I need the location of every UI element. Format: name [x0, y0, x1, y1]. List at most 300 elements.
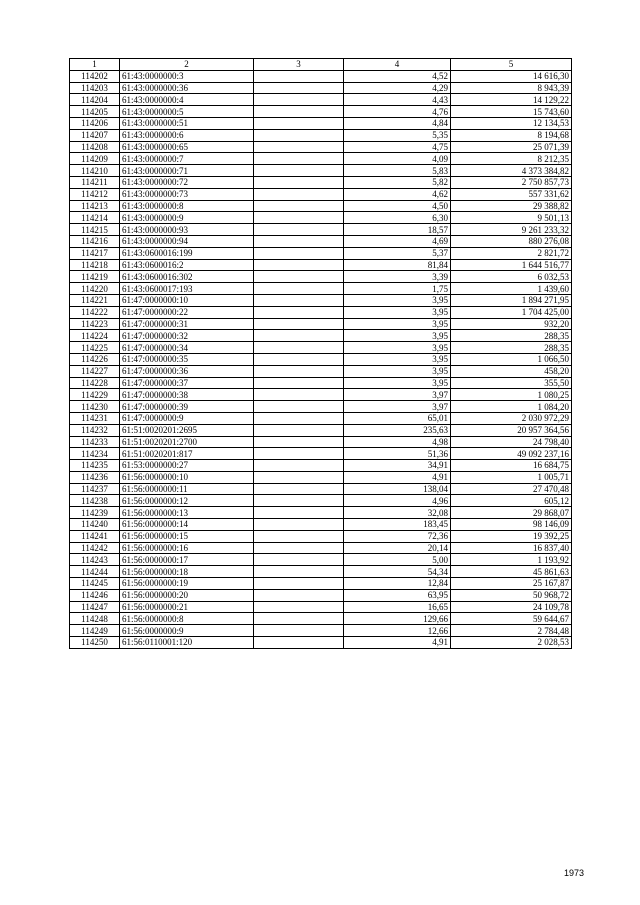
column-3-cell	[254, 460, 344, 472]
cadastral-number-cell: 61:43:0000000:71	[120, 165, 254, 177]
table-row	[70, 448, 572, 460]
column-4-cell: 4,76	[344, 106, 451, 118]
cadastral-number-cell: 61:51:0020201:2700	[120, 436, 254, 448]
column-3-cell	[254, 578, 344, 590]
column-5-cell: 4 373 384,82	[451, 165, 572, 177]
cadastral-number-cell: 61:43:0000000:7	[120, 153, 254, 165]
column-4-cell: 3,39	[344, 271, 451, 283]
cadastral-number-cell: 61:47:0000000:37	[120, 377, 254, 389]
column-5-cell: 1 894 271,95	[451, 294, 572, 306]
column-5-cell: 29 388,82	[451, 200, 572, 212]
column-5-cell: 1 066,50	[451, 353, 572, 365]
table-row	[70, 283, 572, 295]
column-4-cell: 3,95	[344, 294, 451, 306]
column-4-cell: 18,57	[344, 224, 451, 236]
column-3-cell	[254, 94, 344, 106]
column-5-cell: 458,20	[451, 365, 572, 377]
column-5-cell: 25 167,87	[451, 578, 572, 590]
table-row	[70, 176, 572, 188]
column-3-cell	[254, 224, 344, 236]
table-row	[70, 589, 572, 601]
column-3-cell	[254, 212, 344, 224]
column-5-cell: 59 644,67	[451, 613, 572, 625]
column-3-cell	[254, 353, 344, 365]
column-5-cell: 20 957 364,56	[451, 424, 572, 436]
column-3-cell	[254, 530, 344, 542]
column-5-cell: 8 943,39	[451, 82, 572, 94]
column-3-cell	[254, 106, 344, 118]
table-row	[70, 129, 572, 141]
cadastral-number-cell: 61:56:0000000:12	[120, 495, 254, 507]
column-3-cell	[254, 471, 344, 483]
cadastral-number-cell: 61:56:0000000:9	[120, 625, 254, 637]
table-row	[70, 259, 572, 271]
row-number-cell: 114227	[70, 365, 120, 377]
column-4-cell: 235,63	[344, 424, 451, 436]
row-number-cell: 114226	[70, 353, 120, 365]
cadastral-number-cell: 61:56:0000000:10	[120, 471, 254, 483]
column-5-cell: 288,35	[451, 342, 572, 354]
column-3-cell	[254, 165, 344, 177]
column-3-cell	[254, 247, 344, 259]
row-number-cell: 114243	[70, 554, 120, 566]
column-3-cell	[254, 495, 344, 507]
cadastral-number-cell: 61:43:0000000:65	[120, 141, 254, 153]
table-row	[70, 235, 572, 247]
column-3-cell	[254, 342, 344, 354]
column-3-cell	[254, 601, 344, 613]
column-4-cell: 183,45	[344, 519, 451, 531]
column-3-cell	[254, 365, 344, 377]
row-number-cell: 114231	[70, 412, 120, 424]
column-3-cell	[254, 318, 344, 330]
table-row	[70, 542, 572, 554]
table-row	[70, 495, 572, 507]
column-3-cell	[254, 589, 344, 601]
cadastral-number-cell: 61:43:0000000:9	[120, 212, 254, 224]
table-row	[70, 613, 572, 625]
cadastral-number-cell: 61:43:0000000:93	[120, 224, 254, 236]
column-3-cell	[254, 412, 344, 424]
column-header-3: 3	[254, 59, 344, 71]
column-4-cell: 5,35	[344, 129, 451, 141]
row-number-cell: 114236	[70, 471, 120, 483]
column-4-cell: 6,30	[344, 212, 451, 224]
table-row	[70, 188, 572, 200]
column-5-cell: 16 684,75	[451, 460, 572, 472]
table-row	[70, 507, 572, 519]
cadastral-number-cell: 61:43:0000000:73	[120, 188, 254, 200]
column-5-cell: 1 084,20	[451, 401, 572, 413]
table-row	[70, 519, 572, 531]
row-number-cell: 114206	[70, 117, 120, 129]
column-5-cell: 1 080,25	[451, 389, 572, 401]
column-5-cell: 355,50	[451, 377, 572, 389]
column-4-cell: 5,82	[344, 176, 451, 188]
cadastral-number-cell: 61:43:0000000:4	[120, 94, 254, 106]
column-5-cell: 49 092 237,16	[451, 448, 572, 460]
column-5-cell: 98 146,09	[451, 519, 572, 531]
column-3-cell	[254, 117, 344, 129]
table-row	[70, 165, 572, 177]
column-5-cell: 15 743,60	[451, 106, 572, 118]
row-number-cell: 114210	[70, 165, 120, 177]
column-3-cell	[254, 613, 344, 625]
cadastral-number-cell: 61:47:0000000:31	[120, 318, 254, 330]
page-number: 1973	[563, 868, 584, 878]
cadastral-number-cell: 61:43:0000000:5	[120, 106, 254, 118]
cadastral-number-cell: 61:56:0110001:120	[120, 637, 254, 649]
column-3-cell	[254, 507, 344, 519]
column-3-cell	[254, 436, 344, 448]
column-5-cell: 288,35	[451, 330, 572, 342]
cadastral-number-cell: 61:43:0000000:6	[120, 129, 254, 141]
cadastral-number-cell: 61:56:0000000:11	[120, 483, 254, 495]
column-4-cell: 5,37	[344, 247, 451, 259]
column-4-cell: 34,91	[344, 460, 451, 472]
row-number-cell: 114244	[70, 566, 120, 578]
row-number-cell: 114233	[70, 436, 120, 448]
row-number-cell: 114211	[70, 176, 120, 188]
column-4-cell: 54,34	[344, 566, 451, 578]
row-number-cell: 114237	[70, 483, 120, 495]
column-3-cell	[254, 188, 344, 200]
row-number-cell: 114213	[70, 200, 120, 212]
table-row	[70, 342, 572, 354]
row-number-cell: 114229	[70, 389, 120, 401]
table-row	[70, 460, 572, 472]
row-number-cell: 114246	[70, 589, 120, 601]
column-5-cell: 45 861,63	[451, 566, 572, 578]
row-number-cell: 114249	[70, 625, 120, 637]
table-row	[70, 389, 572, 401]
table-row	[70, 578, 572, 590]
row-number-cell: 114225	[70, 342, 120, 354]
column-3-cell	[254, 306, 344, 318]
column-4-cell: 3,95	[344, 306, 451, 318]
row-number-cell: 114232	[70, 424, 120, 436]
column-4-cell: 4,98	[344, 436, 451, 448]
column-5-cell: 2 028,53	[451, 637, 572, 649]
cadastral-number-cell: 61:56:0000000:16	[120, 542, 254, 554]
column-5-cell: 8 212,35	[451, 153, 572, 165]
row-number-cell: 114250	[70, 637, 120, 649]
row-number-cell: 114202	[70, 70, 120, 82]
cadastral-number-cell: 61:43:0000000:51	[120, 117, 254, 129]
table-row	[70, 412, 572, 424]
column-4-cell: 4,52	[344, 70, 451, 82]
cadastral-number-cell: 61:43:0000000:94	[120, 235, 254, 247]
row-number-cell: 114242	[70, 542, 120, 554]
column-header-5: 5	[451, 59, 572, 71]
row-number-cell: 114208	[70, 141, 120, 153]
header-row	[70, 59, 572, 71]
table-row	[70, 294, 572, 306]
table-row	[70, 82, 572, 94]
column-4-cell: 129,66	[344, 613, 451, 625]
row-number-cell: 114219	[70, 271, 120, 283]
row-number-cell: 114209	[70, 153, 120, 165]
column-3-cell	[254, 389, 344, 401]
table-row	[70, 330, 572, 342]
table-row	[70, 530, 572, 542]
cadastral-number-cell: 61:56:0000000:18	[120, 566, 254, 578]
cadastral-number-cell: 61:47:0000000:9	[120, 412, 254, 424]
cadastral-number-cell: 61:43:0600016:199	[120, 247, 254, 259]
row-number-cell: 114218	[70, 259, 120, 271]
column-4-cell: 51,36	[344, 448, 451, 460]
column-3-cell	[254, 294, 344, 306]
cadastral-number-cell: 61:56:0000000:14	[120, 519, 254, 531]
table-row	[70, 106, 572, 118]
cadastral-number-cell: 61:47:0000000:39	[120, 401, 254, 413]
column-3-cell	[254, 554, 344, 566]
data-table	[69, 58, 572, 649]
cadastral-number-cell: 61:47:0000000:35	[120, 353, 254, 365]
row-number-cell: 114207	[70, 129, 120, 141]
cadastral-number-cell: 61:51:0020201:2695	[120, 424, 254, 436]
cadastral-number-cell: 61:53:0000000:27	[120, 460, 254, 472]
column-3-cell	[254, 82, 344, 94]
row-number-cell: 114221	[70, 294, 120, 306]
table-row	[70, 365, 572, 377]
row-number-cell: 114220	[70, 283, 120, 295]
cadastral-number-cell: 61:43:0000000:8	[120, 200, 254, 212]
column-5-cell: 880 276,08	[451, 235, 572, 247]
column-5-cell: 14 616,30	[451, 70, 572, 82]
cadastral-number-cell: 61:56:0000000:21	[120, 601, 254, 613]
table-row	[70, 306, 572, 318]
column-5-cell: 1 644 516,77	[451, 259, 572, 271]
table-row	[70, 377, 572, 389]
column-3-cell	[254, 424, 344, 436]
column-header-1: 1	[70, 59, 120, 71]
table-row	[70, 566, 572, 578]
column-5-cell: 12 134,53	[451, 117, 572, 129]
row-number-cell: 114239	[70, 507, 120, 519]
row-number-cell: 114203	[70, 82, 120, 94]
row-number-cell: 114245	[70, 578, 120, 590]
row-number-cell: 114240	[70, 519, 120, 531]
column-5-cell: 1 439,60	[451, 283, 572, 295]
table-row	[70, 247, 572, 259]
cadastral-number-cell: 61:51:0020201:817	[120, 448, 254, 460]
row-number-cell: 114224	[70, 330, 120, 342]
column-5-cell: 9 501,13	[451, 212, 572, 224]
row-number-cell: 114215	[70, 224, 120, 236]
column-4-cell: 12,84	[344, 578, 451, 590]
column-4-cell: 63,95	[344, 589, 451, 601]
column-3-cell	[254, 200, 344, 212]
column-3-cell	[254, 625, 344, 637]
cadastral-number-cell: 61:43:0600017:193	[120, 283, 254, 295]
table-row	[70, 483, 572, 495]
column-4-cell: 12,66	[344, 625, 451, 637]
column-5-cell: 932,20	[451, 318, 572, 330]
column-4-cell: 4,75	[344, 141, 451, 153]
table-row	[70, 554, 572, 566]
column-3-cell	[254, 566, 344, 578]
column-4-cell: 5,00	[344, 554, 451, 566]
cadastral-number-cell: 61:47:0000000:32	[120, 330, 254, 342]
column-5-cell: 25 071,39	[451, 141, 572, 153]
row-number-cell: 114247	[70, 601, 120, 613]
column-3-cell	[254, 141, 344, 153]
row-number-cell: 114235	[70, 460, 120, 472]
table-row	[70, 153, 572, 165]
column-5-cell: 24 798,40	[451, 436, 572, 448]
column-5-cell: 50 968,72	[451, 589, 572, 601]
column-3-cell	[254, 259, 344, 271]
column-3-cell	[254, 70, 344, 82]
cadastral-number-cell: 61:43:0600016:2	[120, 259, 254, 271]
table-row	[70, 353, 572, 365]
table-row	[70, 141, 572, 153]
row-number-cell: 114223	[70, 318, 120, 330]
column-4-cell: 3,95	[344, 342, 451, 354]
column-5-cell: 2 030 972,29	[451, 412, 572, 424]
cadastral-number-cell: 61:43:0000000:36	[120, 82, 254, 94]
column-5-cell: 2 784,48	[451, 625, 572, 637]
table-row	[70, 200, 572, 212]
column-3-cell	[254, 637, 344, 649]
column-5-cell: 2 821,72	[451, 247, 572, 259]
column-3-cell	[254, 519, 344, 531]
column-3-cell	[254, 542, 344, 554]
row-number-cell: 114230	[70, 401, 120, 413]
column-3-cell	[254, 235, 344, 247]
column-4-cell: 72,36	[344, 530, 451, 542]
column-4-cell: 4,69	[344, 235, 451, 247]
column-3-cell	[254, 377, 344, 389]
row-number-cell: 114212	[70, 188, 120, 200]
column-3-cell	[254, 271, 344, 283]
column-header-2: 2	[120, 59, 254, 71]
column-4-cell: 81,84	[344, 259, 451, 271]
cadastral-number-cell: 61:47:0000000:38	[120, 389, 254, 401]
cadastral-number-cell: 61:43:0600016:302	[120, 271, 254, 283]
column-4-cell: 4,50	[344, 200, 451, 212]
column-4-cell: 3,95	[344, 353, 451, 365]
column-4-cell: 4,09	[344, 153, 451, 165]
row-number-cell: 114216	[70, 235, 120, 247]
column-5-cell: 1 193,92	[451, 554, 572, 566]
column-4-cell: 4,91	[344, 637, 451, 649]
column-5-cell: 19 392,25	[451, 530, 572, 542]
column-4-cell: 5,83	[344, 165, 451, 177]
column-4-cell: 16,65	[344, 601, 451, 613]
table-row	[70, 70, 572, 82]
cadastral-number-cell: 61:47:0000000:36	[120, 365, 254, 377]
column-5-cell: 29 868,07	[451, 507, 572, 519]
row-number-cell: 114214	[70, 212, 120, 224]
column-3-cell	[254, 283, 344, 295]
table-row	[70, 117, 572, 129]
column-4-cell: 4,62	[344, 188, 451, 200]
column-3-cell	[254, 153, 344, 165]
column-4-cell: 20,14	[344, 542, 451, 554]
column-5-cell: 6 032,53	[451, 271, 572, 283]
column-4-cell: 138,04	[344, 483, 451, 495]
column-5-cell: 16 837,40	[451, 542, 572, 554]
cadastral-number-cell: 61:56:0000000:15	[120, 530, 254, 542]
row-number-cell: 114217	[70, 247, 120, 259]
cadastral-number-cell: 61:47:0000000:10	[120, 294, 254, 306]
table-row	[70, 401, 572, 413]
column-4-cell: 65,01	[344, 412, 451, 424]
column-4-cell: 4,43	[344, 94, 451, 106]
column-4-cell: 32,08	[344, 507, 451, 519]
column-4-cell: 3,97	[344, 389, 451, 401]
cadastral-number-cell: 61:43:0000000:72	[120, 176, 254, 188]
row-number-cell: 114248	[70, 613, 120, 625]
cadastral-number-cell: 61:56:0000000:17	[120, 554, 254, 566]
table-row	[70, 637, 572, 649]
row-number-cell: 114204	[70, 94, 120, 106]
table-row	[70, 318, 572, 330]
column-5-cell: 2 750 857,73	[451, 176, 572, 188]
column-4-cell: 1,75	[344, 283, 451, 295]
cadastral-number-cell: 61:56:0000000:19	[120, 578, 254, 590]
column-5-cell: 24 109,78	[451, 601, 572, 613]
table-row	[70, 94, 572, 106]
row-number-cell: 114234	[70, 448, 120, 460]
column-4-cell: 4,29	[344, 82, 451, 94]
row-number-cell: 114238	[70, 495, 120, 507]
column-5-cell: 557 331,62	[451, 188, 572, 200]
column-5-cell: 605,12	[451, 495, 572, 507]
cadastral-number-cell: 61:43:0000000:3	[120, 70, 254, 82]
column-3-cell	[254, 448, 344, 460]
column-4-cell: 3,95	[344, 330, 451, 342]
column-4-cell: 3,95	[344, 377, 451, 389]
column-4-cell: 4,84	[344, 117, 451, 129]
cadastral-number-cell: 61:56:0000000:20	[120, 589, 254, 601]
column-4-cell: 4,96	[344, 495, 451, 507]
column-4-cell: 3,97	[344, 401, 451, 413]
table-row	[70, 625, 572, 637]
column-4-cell: 3,95	[344, 365, 451, 377]
column-4-cell: 3,95	[344, 318, 451, 330]
table-row	[70, 224, 572, 236]
column-5-cell: 9 261 233,32	[451, 224, 572, 236]
table-row	[70, 271, 572, 283]
column-3-cell	[254, 401, 344, 413]
column-5-cell: 8 194,68	[451, 129, 572, 141]
column-5-cell: 14 129,22	[451, 94, 572, 106]
row-number-cell: 114222	[70, 306, 120, 318]
row-number-cell: 114228	[70, 377, 120, 389]
column-5-cell: 1 704 425,00	[451, 306, 572, 318]
row-number-cell: 114205	[70, 106, 120, 118]
column-header-4: 4	[344, 59, 451, 71]
cadastral-number-cell: 61:47:0000000:34	[120, 342, 254, 354]
column-3-cell	[254, 330, 344, 342]
table-body	[70, 59, 572, 649]
column-5-cell: 1 005,71	[451, 471, 572, 483]
column-3-cell	[254, 483, 344, 495]
column-5-cell: 27 470,48	[451, 483, 572, 495]
table-row	[70, 601, 572, 613]
table-row	[70, 471, 572, 483]
column-4-cell: 4,91	[344, 471, 451, 483]
cadastral-number-cell: 61:56:0000000:8	[120, 613, 254, 625]
table-row	[70, 424, 572, 436]
table-row	[70, 436, 572, 448]
column-3-cell	[254, 129, 344, 141]
column-3-cell	[254, 176, 344, 188]
table-row	[70, 212, 572, 224]
